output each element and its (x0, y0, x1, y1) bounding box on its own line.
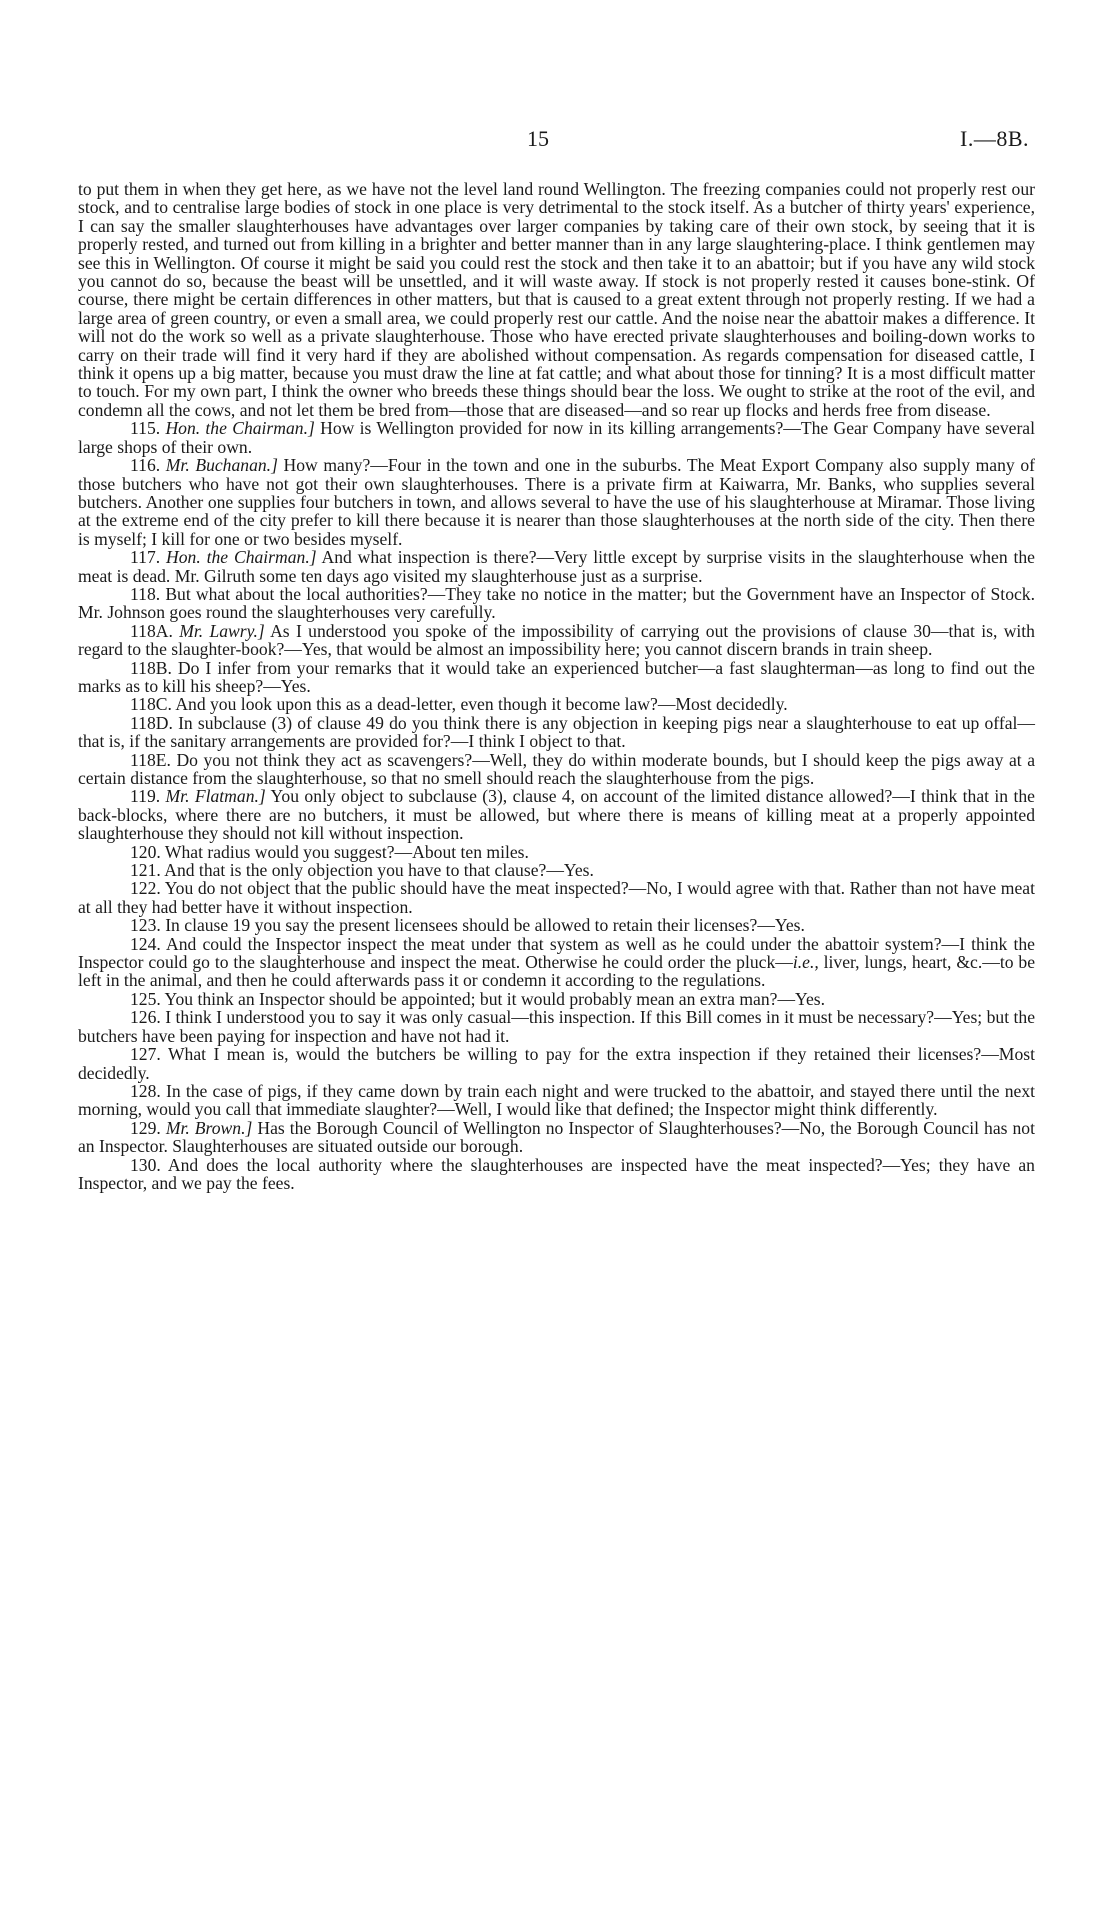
question-number: 115. (130, 418, 161, 439)
question-number: 117. (130, 547, 161, 568)
speaker-name: Mr. Brown.] (165, 1117, 253, 1138)
question-text: And does the local authority where the slaughterhouses are inspected have the meat inspected?—Yes; they have an Inspector, and we pay the fees. (78, 1154, 1035, 1193)
question-number: 120. (130, 841, 161, 862)
question-text: Do you not think they act as scavengers?—Well, they do within moderate bounds, but I should keep the pigs away at a certain distance from the slaughterhouse, so that no smell should reach the slaughterhouse from the pigs. (78, 749, 1035, 788)
question-number: 129. (130, 1117, 161, 1138)
continuation-paragraph: to put them in when they get here, as we have not the level land round Wellington. The freezing companies could not properly rest our stock, and to centralise large bodies of stock in one place is very detrimental to the stock itself. As a butcher of thirty years' experience, I can say the smaller slaughterhouses have advantages over larger companies by taking care of their own stock, by seeing that it is properly rested, and turned out from killing in a brighter and better manner than in any large slaughtering-place. I think gentlemen may see this in Wellington. Of course it might be said you could rest the stock and then take it to an abattoir; but if you have any wild stock you cannot do so, because the beast will be unsettled, and it will waste away. If stock is not properly rested it causes bone-stink. Of course, there might be certain differences in other matters, but that is caused to a great extent through not properly resting. If we had a large area of green country, or even a small area, we could properly rest our cattle. And the noise near the abattoir makes a difference. It will not do the work so well as a private slaughterhouse. Those who have erected private slaughterhouses and boiling-down works to carry on their trade will find it very hard if they are abolished without compensation. As regards compensation for diseased cattle, I think it opens up a big matter, because you must draw the line at fat cattle; and what about those for tinning? It is a most difficult matter to touch. For my own part, I think the owner who breeds these things should bear the loss. We ought to strike at the root of the evil, and condemn all the cows, and not let them be bred from—those that are diseased—and so rear up flocks and herds free from disease. (78, 179, 1035, 420)
question-number: 125. (130, 988, 161, 1009)
question-paragraph (78, 1156, 1035, 1193)
question-number: 128. (130, 1080, 161, 1101)
question-paragraph (78, 714, 1035, 751)
question-number: 119. (130, 786, 161, 807)
question-text: And you look upon this as a dead-letter, even though it become law?—Most decidedly. (175, 694, 788, 715)
question-number: 124. (130, 933, 161, 954)
question-paragraph (78, 787, 1035, 842)
question-paragraph (78, 916, 1035, 934)
question-number: 122. (130, 878, 161, 899)
question-number: 123. (130, 915, 161, 936)
question-number: 127. (130, 1044, 161, 1065)
question-text: You do not object that the public should have the meat inspected?—No, I would agree with that. Rather than not have meat at all they had better have it without inspection. (78, 878, 1035, 917)
question-text: You only object to subclause (3), clause 4, on account of the limited distance allowed?—I think that in the back-blocks, where there are no butchers, it must be allowed, but where there is means of killing meat at a properly appointed slaughterhouse they should not kill without inspection. (78, 786, 1035, 844)
question-text: And that is the only objection you have to that clause?—Yes. (164, 860, 594, 881)
question-text: How many?—Four in the town and one in the suburbs. The Meat Export Company also supply many of those butchers who have not got their own slaughterhouses. There is a private firm at Kaiwarra, Mr. Banks, who supplies several butchers. Another one supplies four butchers in town, and allows several to have the use of his slaughterhouse at Miramar. Those living at the extreme end of the city prefer to kill there because it is nearer than those slaughterhouses at the north side of the city. Then there is myself; I kill for one or two besides myself. (78, 455, 1035, 549)
document-reference: I.—8B. (960, 126, 1029, 151)
question-number: 118C. (130, 694, 172, 715)
question-paragraph (78, 843, 1035, 861)
question-number: 118D. (130, 712, 173, 733)
question-paragraph (78, 861, 1035, 879)
question-text: And could the Inspector inspect the meat under that system as well as he could under the abattoir system?—I think the Inspector could go to the slaughterhouse and inspect the meat. Otherwise he could order the pluck— (78, 933, 1035, 973)
question-text: Do I infer from your remarks that it would take an experienced butcher—a fast slaughterman—as long to find out the marks as to kill his sheep?—Yes. (78, 657, 1035, 696)
question-text: You think an Inspector should be appointed; but it would probably mean an extra man?—Yes. (164, 988, 826, 1009)
question-text: I think I understood you to say it was only casual—this inspection. If this Bill comes in it must be necessary?—Yes; but the butchers have been paying for inspection and have not had it. (78, 1007, 1035, 1046)
speaker-name: Mr. Lawry.] (179, 620, 265, 641)
question-number: 121. (130, 860, 161, 881)
question-paragraph (78, 990, 1035, 1008)
question-paragraph (78, 1082, 1035, 1119)
question-text: How is Wellington provided for now in its killing arrangements?—The Gear Company have several large shops of their own. (78, 418, 1035, 457)
question-paragraph (78, 419, 1035, 456)
question-paragraph (78, 935, 1035, 990)
speaker-name: Mr. Buchanan.] (165, 455, 278, 476)
question-text: In subclause (3) of clause 49 do you think there is any objection in keeping pigs near a slaughterhouse to eat up offal—that is, if the sanitary arrangements are provided for?—I think I object to that. (78, 712, 1035, 752)
question-text: In the case of pigs, if they came down by train each night and were trucked to the abattoir, and stayed there until the next morning, would you call that immediate slaughter?—Well, I would like that defined; the Inspector might think differently. (78, 1080, 1036, 1120)
question-text: What radius would you suggest?—About ten miles. (164, 841, 529, 862)
question-number: 126. (130, 1007, 161, 1028)
page-header (0, 126, 1114, 160)
question-paragraph (78, 1008, 1035, 1045)
question-text-continued: liver, lungs, heart, &c.—to be left in the animal, and then he could afterwards pass it or condemn it according to the regulations. (78, 952, 1035, 991)
question-number: 130. (130, 1154, 161, 1175)
page-number: 15 (527, 126, 549, 151)
page-body (78, 180, 1035, 1192)
question-paragraph (78, 659, 1035, 696)
question-text: In clause 19 you say the present licensees should be allowed to retain their licenses?—Yes. (165, 915, 805, 936)
question-paragraph (78, 585, 1035, 622)
speaker-name: Hon. the Chairman.] (165, 418, 315, 439)
question-paragraph (78, 548, 1035, 585)
question-paragraph (78, 751, 1035, 788)
italic-abbreviation: i.e., (792, 952, 819, 973)
speaker-name: Mr. Flatman.] (165, 786, 266, 807)
question-number: 118B. (130, 657, 172, 678)
question-paragraph (78, 879, 1035, 916)
question-text: What I mean is, would the butchers be willing to pay for the extra inspection if they retained their licenses?—Most decidedly. (78, 1044, 1035, 1083)
question-number: 116. (130, 455, 161, 476)
question-paragraph (78, 456, 1035, 548)
question-number: 118E. (130, 749, 171, 770)
question-number: 118A. (130, 620, 173, 641)
question-paragraph (78, 695, 1035, 713)
question-paragraph (78, 1045, 1035, 1082)
speaker-name: Hon. the Chairman.] (166, 547, 317, 568)
question-paragraph (78, 622, 1035, 659)
question-text: But what about the local authorities?—They take no notice in the matter; but the Government have an Inspector of Stock. Mr. Johnson goes round the slaughterhouses very carefully. (78, 583, 1035, 623)
question-number: 118. (130, 583, 161, 604)
question-text: And what inspection is there?—Very little except by surprise visits in the slaughterhouse when the meat is dead. Mr. Gilruth some ten days ago visited my slaughterhouse just as a surprise. (78, 547, 1035, 586)
question-paragraph (78, 1119, 1035, 1156)
question-text: Has the Borough Council of Wellington no Inspector of Slaughterhouses?—No, the Borough Council has not an Inspector. Slaughterhouses are situated outside our borough. (78, 1117, 1035, 1157)
question-text: As I understood you spoke of the impossibility of carrying out the provisions of clause 30—that is, with regard to the slaughter-book?—Yes, that would be almost an impossibility here; you cannot discern brands in train sheep. (78, 620, 1035, 660)
question-list (78, 419, 1035, 1192)
